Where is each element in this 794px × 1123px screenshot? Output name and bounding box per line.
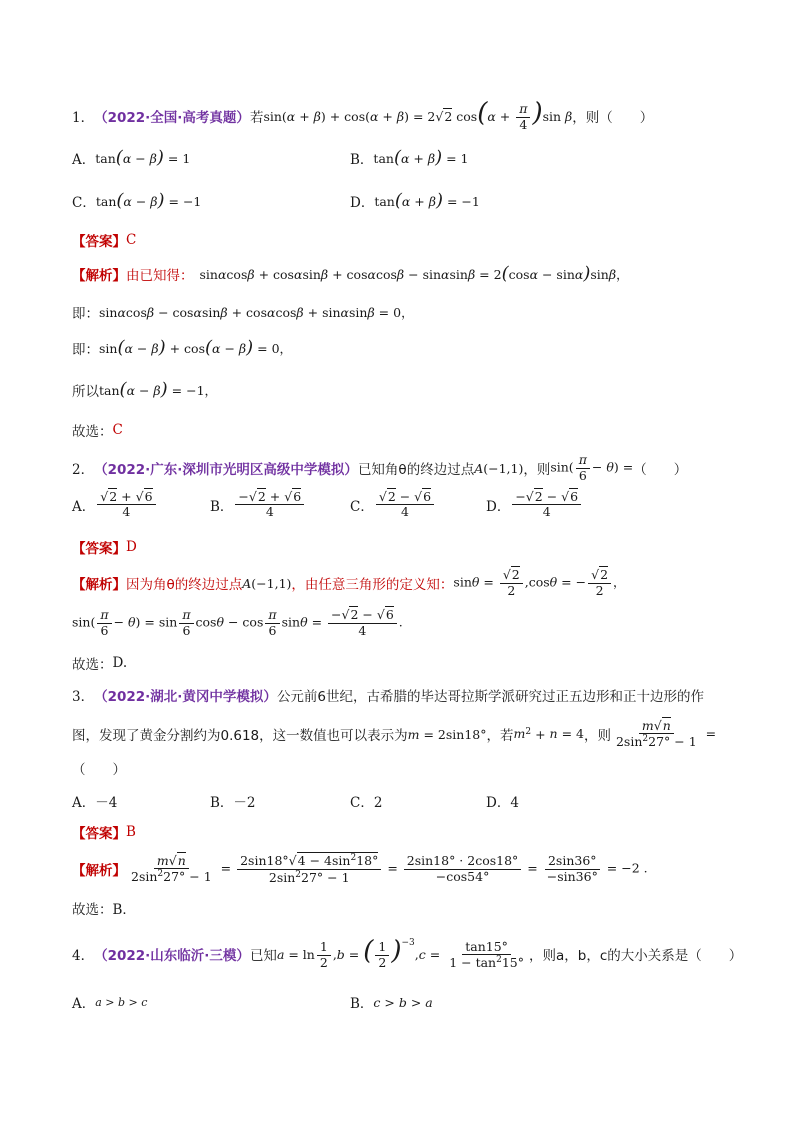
q1-option-b[interactable]: B． tan(α + β) = 1 — [350, 147, 469, 168]
q1-option-c[interactable]: C． tan(α − β) = −1 — [72, 190, 202, 211]
q1-stem — [72, 97, 654, 132]
q2-source: （2022·广东·深圳市光明区高级中学模拟） — [94, 462, 358, 478]
q1-final: 故选： C — [72, 422, 123, 440]
q2-option-b[interactable]: B． $\frac{-√2 + √6}{4}$ — [210, 490, 306, 520]
q3-stem-line-1: 3． （2022·湖北·黄冈中学模拟） 公元前6世纪，古希腊的毕达哥拉斯学派研究过正五边形和正十边形的作 — [72, 685, 704, 705]
q4-source: （2022·山东临沂·三模） — [94, 948, 250, 964]
q1-option-a[interactable]: A． tan(α − β) = 1 — [72, 147, 191, 168]
q3-source: （2022·湖北·黄冈中学模拟） — [94, 689, 277, 705]
q3-option-d[interactable]: D．4 — [486, 795, 519, 811]
q2-option-c[interactable]: C． $\frac{√2 - √6}{4}$ — [350, 490, 436, 520]
q2-stem: 2． （2022·广东·深圳市光明区高级中学模拟） 已知角θ的终边过点 A(−1,1) ，则 sin( $\frac{\pi}{6}$ − θ) = （ ） — [72, 452, 688, 483]
q2-option-a[interactable]: A． $\frac{√2 + √6}{4}$ — [72, 490, 158, 520]
answer-value: C — [126, 232, 137, 248]
q3-analysis-line-1: 【解析】 $\frac{m√n}{2\sin^227^\circ - 1}$ = $\frac{2\sin 18^\circ√4 - 4\sin^218^\circ}{2\sin^227^\circ - 1}$ = $\frac{2\sin 18^\circ \cdot 2\cos 18^\circ}{-\cos 54^\circ}$ = $\frac{2\sin 36^\circ}{-\sin 36^\circ}$ = −2 . — [72, 852, 648, 885]
q1-analysis-line-4: 所以 tan(α − β) = −1， — [72, 379, 218, 400]
q2-final: 故选： D. — [72, 655, 128, 673]
q1-number: 1． — [72, 110, 95, 126]
q4-number: 4． — [72, 948, 95, 964]
q1-analysis-line-2: 即： sinαcosβ − cosαsinβ + cosαcosβ + sinαsinβ = 0， — [72, 305, 414, 322]
q3-option-a[interactable]: A．－4 — [72, 795, 118, 811]
q1-stem-pre: 若 — [249, 110, 264, 126]
q2-number: 2． — [72, 462, 95, 478]
q2-analysis-line-1: 【解析】 因为角θ的终边过点 A(−1,1) ，由任意三角形的定义知： sinθ = $\frac{√2}{2}$ ,cosθ = − $\frac{√2}{2}$ ， — [72, 567, 626, 598]
q4-option-b[interactable]: B． c > b > a — [350, 994, 433, 1012]
q4-stem: 4． （2022·山东临沂·三模） 已知 a = ln $\frac{1}{2}$ ,b = ( $\frac{1}{2}$ )$^{-3}$,c = $\frac{\tan 15^\circ}{1 - \tan^215^\circ}$ ，则a，b，c的大小关系是（ ） — [72, 935, 743, 971]
q1-option-d[interactable]: D． tan(α + β) = −1 — [350, 190, 480, 211]
q2-answer: 【答案】 D — [72, 539, 137, 557]
q1-stem-post: ，则（ ） — [572, 110, 654, 126]
q3-stem-line-2: 图，发现了黄金分割约为0.618，这一数值也可以表示为 m = 2sin18° ，若 $m^2 + n = 4$ ，则 $\frac{m√n}{2\sin^227^\circ - 1}$ = — [72, 717, 717, 750]
q1-analysis-line-3: 即： sin(α − β) + cos(α − β) = 0， — [72, 337, 293, 358]
q3-stem-line-3: （ ） — [72, 762, 126, 778]
q2-stem-mid: ，则 — [523, 462, 551, 478]
q2-analysis-line-2: sin( $\frac{\pi}{6}$ − θ) = sin $\frac{\pi}{6}$ cosθ − cos $\frac{\pi}{6}$ sinθ = $\frac{-√2 - √6}{4}$ . — [72, 607, 403, 638]
q3-option-c[interactable]: C．2 — [350, 795, 383, 811]
q2-stem-pre: 已知角θ的终边过点 — [357, 462, 475, 478]
q2-stem-post: （ ） — [633, 462, 688, 478]
analysis-intro: 由已知得： — [126, 268, 194, 284]
q3-number: 3． — [72, 689, 95, 705]
q3-option-b[interactable]: B．－2 — [210, 795, 256, 811]
analysis-tag: 【解析】 — [72, 268, 126, 284]
q2-option-d[interactable]: D． $\frac{-√2 - √6}{4}$ — [486, 490, 583, 520]
q1-source: （2022·全国·高考真题） — [94, 110, 250, 126]
q4-option-a[interactable]: A． a > b > c — [72, 995, 148, 1012]
q1-equation: sin(α + β) + cos(α + β) = 2√2 cos(α + $\frac{\pi}{4}$ )sin β — [263, 97, 573, 132]
q1-analysis-line-1: 【解析】 由已知得： sinαcosβ + cosαsinβ + cosαcosβ − sinαsinβ = 2(cosα − sinα)sinβ， — [72, 263, 629, 284]
answer-tag: 【答案】 — [72, 234, 126, 250]
q3-final: 故选： B． — [72, 902, 136, 918]
q3-answer: 【答案】 B — [72, 824, 136, 842]
q1-answer — [72, 230, 136, 250]
